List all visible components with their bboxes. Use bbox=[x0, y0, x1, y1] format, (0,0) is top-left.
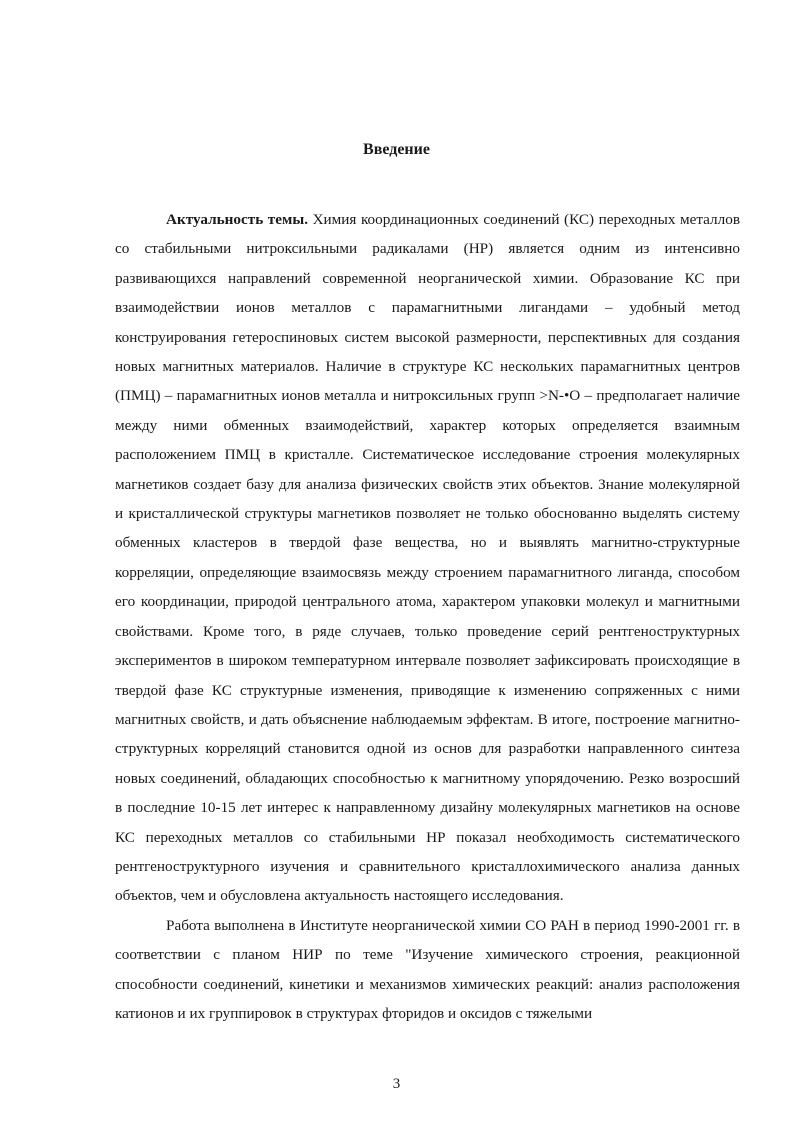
paragraph-relevance bbox=[115, 205, 740, 911]
paragraph-institute bbox=[115, 911, 740, 1029]
paragraph-text: Химия координационных соединений (КС) переходных металлов со стабильными нитроксильными радикалами (НР) является одним из интенсивно развивающихся направлений современной неорганической химии. Образование КС при взаимодействии ионов металлов с парамагнитными лигандами – удобный метод конструирования гетероспиновых систем высокой размерности, перспективных для создания новых магнитных материалов. Наличие в структуре КС нескольких парамагнитных центров (ПМЦ) – парамагнитных ионов металла и нитроксильных групп >N-•O – предполагает наличие между ними обменных взаимодействий, характер которых определяется взаимным расположением ПМЦ в кристалле. Систематическое исследование строения молекулярных магнетиков создает базу для анализа физических свойств этих объектов. Знание молекулярной и кристаллической структуры магнетиков позволяет не только обоснованно выделять систему обменных кластеров в твердой фазе вещества, но и выявлять магнитно-структурные корреляции, определяющие взаимосвязь между строением парамагнитного лиганда, способом его координации, природой центрального атома, характером упаковки молекул и магнитными свойствами. Кроме того, в ряде случаев, только проведение серий рентгеноструктурных экспериментов в широком температурном интервале позволяет зафиксировать происходящие в твердой фазе КС структурные изменения, приводящие к изменению сопряженных с ними магнитных свойств, и дать объяснение наблюдаемым эффектам. В итоге, построение магнитно-структурных корреляций становится одной из основ для разработки направленного синтеза новых соединений, обладающих способностью к магнитному упорядочению. Резко возросший в последние 10-15 лет интерес к направленному дизайну молекулярных магнетиков на основе КС переходных металлов со стабильными НР показал необходимость систематического рентгеноструктурного изучения и сравнительного кристаллохимического анализа данных объектов, чем и обусловлена актуальность настоящего исследования. bbox=[115, 211, 740, 905]
paragraph-lead: Актуальность темы. bbox=[166, 211, 308, 228]
page-number: 3 bbox=[392, 1076, 401, 1092]
paragraph-text: Работа выполнена в Институте неорганической химии СО РАН в период 1990-2001 гг. в соответствии с планом НИР по теме "Изучение химического строения, реакционной способности соединений, кинетики и механизмов химических реакций: анализ расположения катионов и их группировок в структурах фторидов и оксидов с тяжелыми bbox=[115, 916, 740, 1022]
body-text bbox=[115, 205, 740, 1028]
section-title: Введение bbox=[363, 141, 430, 158]
